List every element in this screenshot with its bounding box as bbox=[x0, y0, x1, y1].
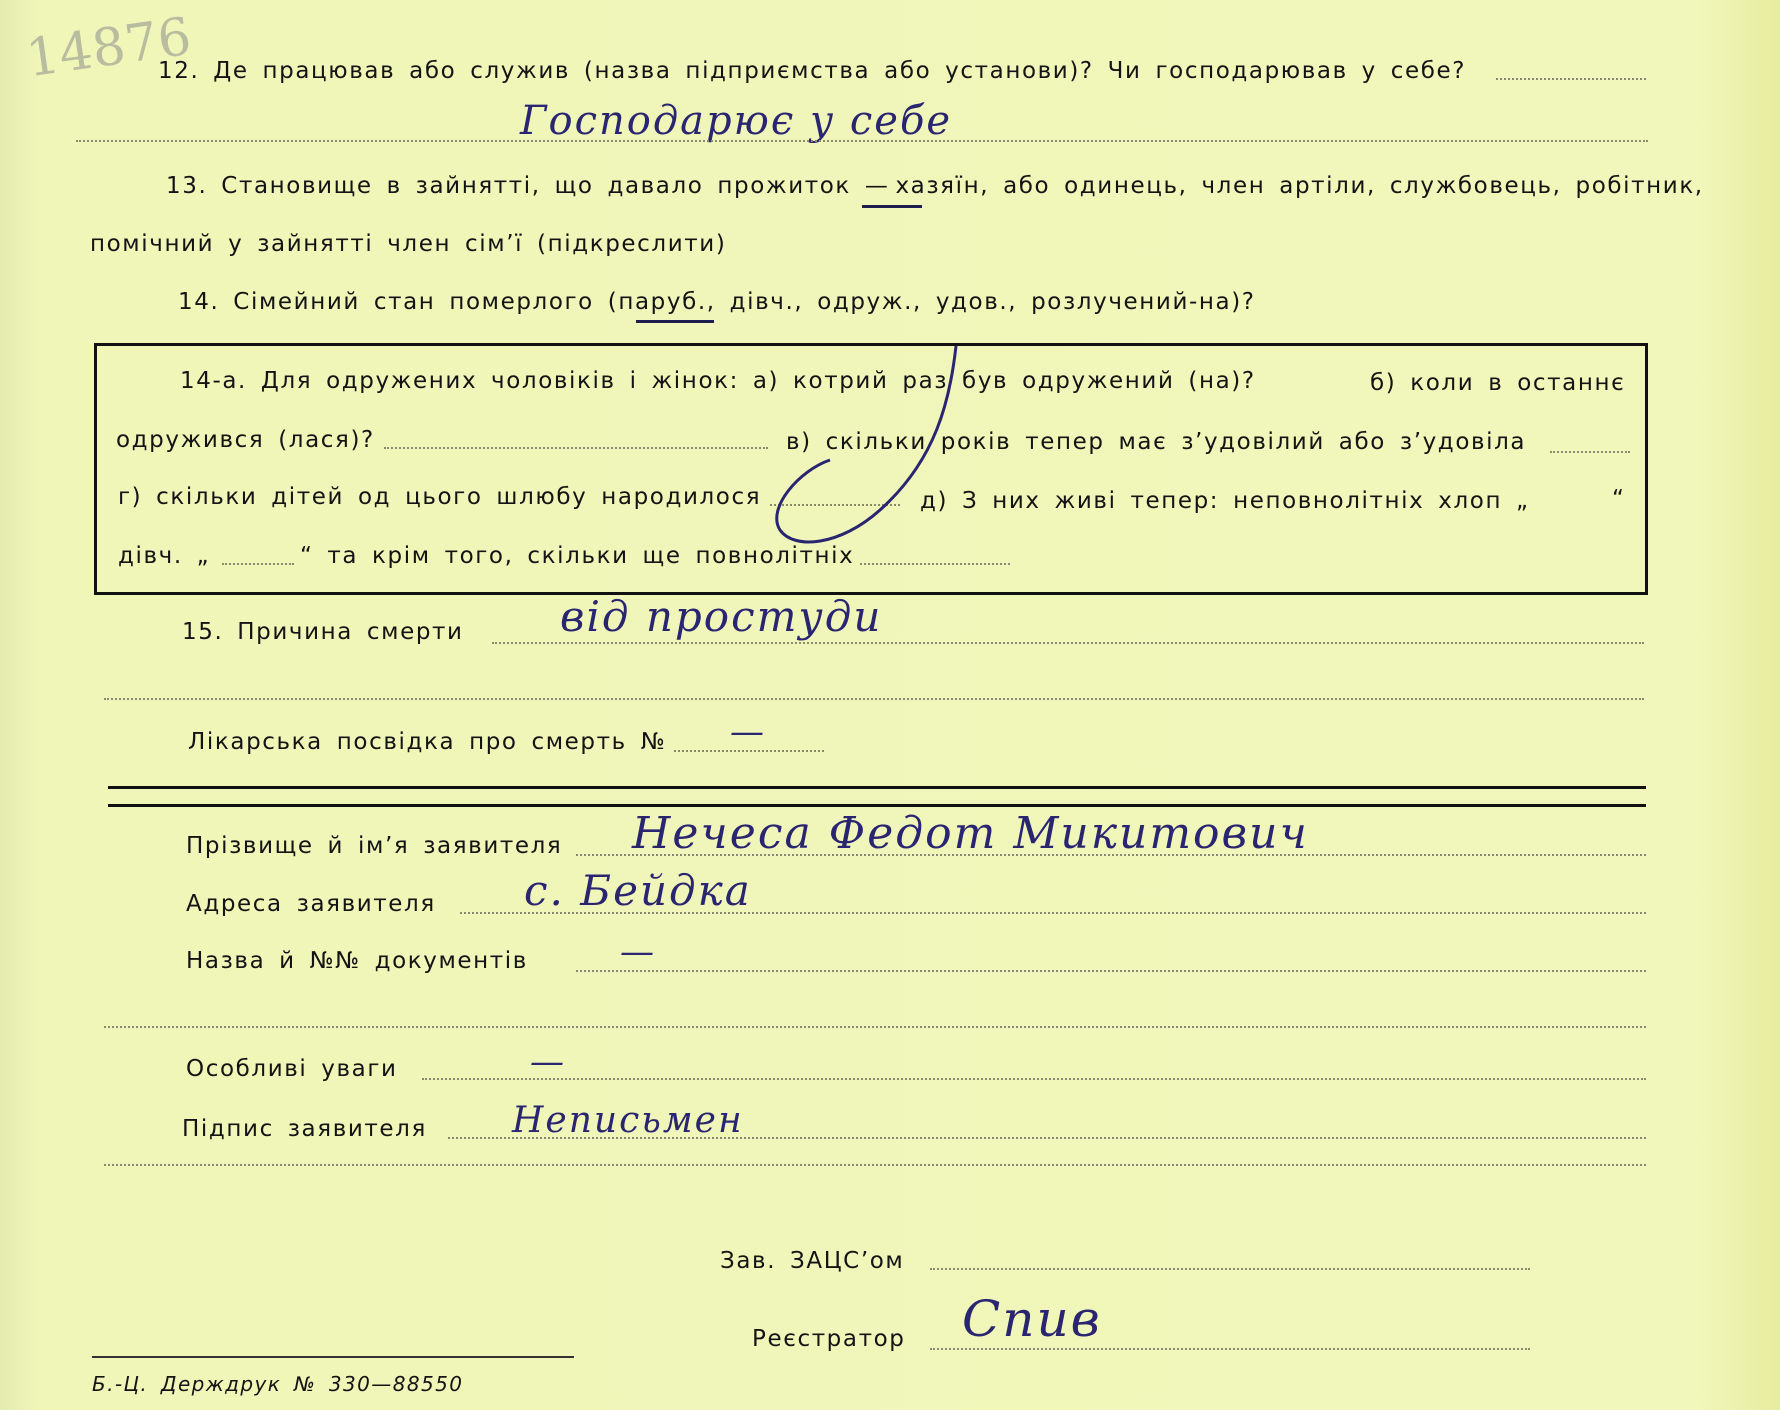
q12-answer: Господарює у себе bbox=[520, 98, 953, 144]
applicant-signature-value: Неписьмен bbox=[512, 1100, 744, 1141]
documents-label: Назва й №№ документів bbox=[186, 948, 528, 974]
q14a-line2-a: одружився (лася)? bbox=[116, 427, 375, 453]
q14a-line3-a: г) скільки дітей од цього шлюбу народилося bbox=[118, 484, 762, 510]
q14-single-underline bbox=[636, 320, 714, 323]
applicant-name-value: Нечеса Федот Микитович bbox=[632, 808, 1309, 859]
documents-line bbox=[576, 970, 1646, 972]
head-of-registry-label: Зав. ЗАЦС’ом bbox=[720, 1248, 905, 1274]
q13-label: 13. Становище в зайнятті, що давало прожиток — bbox=[166, 173, 890, 199]
q14a-line2-end-dots bbox=[1550, 451, 1630, 453]
applicant-signature-label: Підпис заявителя bbox=[182, 1116, 427, 1142]
q13-line2: помічний у зайнятті член сім’ї (підкреслити) bbox=[90, 231, 727, 257]
registrar-line bbox=[930, 1348, 1530, 1350]
section-divider-top bbox=[108, 786, 1646, 789]
applicant-address-value: с. Бейдка bbox=[524, 866, 752, 915]
documents-value: — bbox=[620, 932, 656, 972]
q15-second-line bbox=[104, 698, 1644, 700]
remarks-label: Особливі уваги bbox=[186, 1056, 398, 1082]
applicant-address-label: Адреса заявителя bbox=[186, 891, 436, 917]
q14a-line1: 14-а. Для одружених чоловіків і жінок: а) котрий раз був одружений (на)? bbox=[180, 368, 1256, 394]
head-of-registry-line bbox=[930, 1268, 1530, 1270]
q14a-line4-end-dots bbox=[860, 563, 1010, 565]
applicant-name-label: Прізвище й ім’я заявителя bbox=[186, 833, 563, 859]
q14-line bbox=[178, 289, 1256, 315]
q15-dotted-line bbox=[492, 642, 1644, 644]
q14a-line2-b: в) скільки років тепер має з’удовілий або з’удовіла bbox=[786, 429, 1527, 455]
applicant-signature-second-line bbox=[104, 1164, 1646, 1166]
registrar-label: Реєстратор bbox=[752, 1326, 906, 1352]
printer-mark-rule bbox=[92, 1356, 574, 1358]
q14a-line4-dots bbox=[222, 563, 294, 565]
documents-second-line bbox=[104, 1026, 1646, 1028]
q14a-pen-stroke bbox=[760, 340, 1000, 560]
q14a-line3-c: “ bbox=[1612, 486, 1626, 512]
archive-number: 14876 bbox=[22, 6, 195, 90]
q15-label: 15. Причина смерти bbox=[182, 619, 464, 645]
q14a-line2-dots bbox=[384, 447, 768, 449]
q14-option-single: паруб. bbox=[618, 289, 707, 315]
medical-certificate-label: Лікарська посвідка про смерть № bbox=[188, 729, 667, 755]
q14a-line4-b: “ та крім того, скільки ще повнолітніх bbox=[300, 543, 855, 569]
q14-options-rest: , дівч., одруж., удов., розлучений-на)? bbox=[706, 289, 1256, 315]
registrar-signature: Спив bbox=[962, 1290, 1102, 1348]
q12-answer-line bbox=[76, 140, 1648, 142]
q13-line1 bbox=[166, 173, 1704, 199]
printer-mark: Б.-Ц. Держдрук № 330—88550 bbox=[92, 1372, 464, 1396]
q14-label: 14. Сімейний стан померлого ( bbox=[178, 289, 619, 315]
section-divider-bottom bbox=[108, 804, 1646, 807]
q14a-line4-a: дівч. „ bbox=[118, 543, 211, 569]
remarks-line bbox=[422, 1078, 1646, 1080]
q14a-line1-b: б) коли в останнє bbox=[1370, 370, 1626, 396]
q13-option-owner: хазяїн bbox=[895, 173, 981, 199]
q12-label: 12. Де працював або служив (назва підприємства або установи)? Чи господарював у себе? bbox=[158, 58, 1467, 84]
medical-certificate-value: — bbox=[730, 712, 766, 752]
q13-owner-underline bbox=[862, 205, 922, 208]
q15-answer: від простуди bbox=[560, 592, 883, 641]
remarks-value: — bbox=[530, 1042, 566, 1082]
q13-options-rest: , або одинець, член артіли, службовець, робітник, bbox=[980, 173, 1704, 199]
q14a-line3-b: д) З них живі тепер: неповнолітніх хлоп „ bbox=[920, 488, 1530, 514]
q12-dotted-line bbox=[1496, 78, 1646, 80]
